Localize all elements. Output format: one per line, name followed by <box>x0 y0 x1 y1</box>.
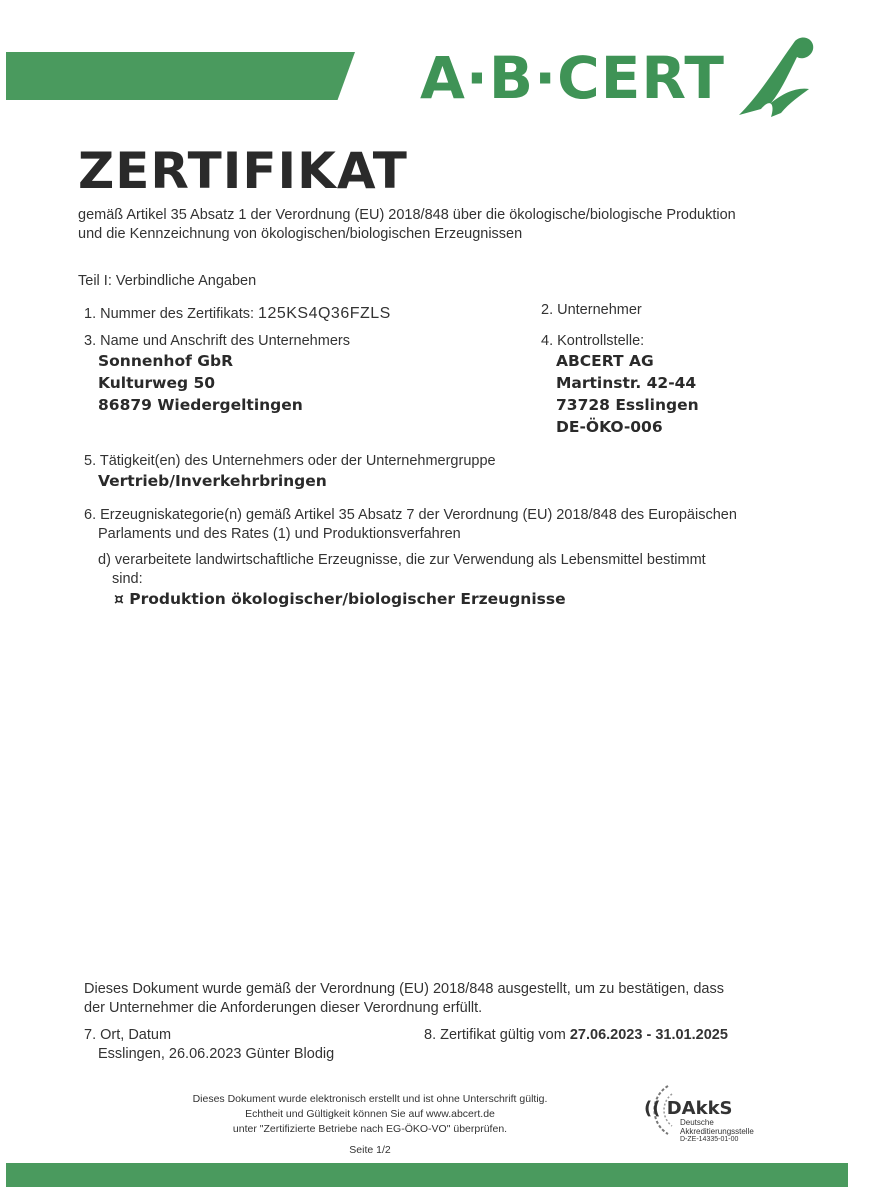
control-body-code: DE-ÖKO-006 <box>556 418 663 436</box>
category-d-value: ¤ Produktion ökologischer/biologischer Erzeugnisse <box>114 590 566 608</box>
dakks-id: D-ZE-14335-01-00 <box>680 1136 739 1143</box>
place-date-label: 7. Ort, Datum <box>84 1027 172 1043</box>
certificate-subtitle: gemäß Artikel 35 Absatz 1 der Verordnung (EU) 2018/848 über die ökologische/biologische Produktion und die Kennzeichnung von ökologischen/biologischen Erzeugnissen <box>78 207 736 242</box>
validity-value: 27.06.2023 - 31.01.2025 <box>569 1027 728 1043</box>
validity-field <box>424 1026 728 1045</box>
category-d-label: d) verarbeitete landwirtschaftliche Erzeugnisse, die zur Verwendung als Lebensmittel bestimmt sind: <box>98 552 706 587</box>
dakks-name: Deutsche Akkreditierungsstelle <box>680 1118 754 1136</box>
abcert-swoosh-icon <box>731 33 823 123</box>
control-body-name: ABCERT AG <box>556 352 654 370</box>
activity-value: Vertrieb/Inverkehrbringen <box>98 472 327 490</box>
certificate-number-field <box>84 304 391 324</box>
logo-text: A·B·CERT <box>420 44 725 112</box>
dakks-accreditation-logo <box>624 1080 774 1150</box>
certificate-title: ZERTIFIKAT <box>78 142 408 200</box>
certificate-number-value: 125KS4Q36FZLS <box>258 305 391 322</box>
control-body-label: 4. Kontrollstelle: <box>541 333 645 349</box>
validity-label: 8. Zertifikat gültig vom <box>424 1027 566 1043</box>
footer-green-band <box>6 1163 848 1187</box>
place-date-value: Esslingen, 26.06.2023 Günter Blodig <box>98 1046 335 1062</box>
operator-name: Sonnenhof GbR <box>98 352 234 370</box>
page-number: Seite 1/2 <box>349 1144 391 1156</box>
product-category-label: 6. Erzeugniskategorie(n) gemäß Artikel 35 Absatz 7 der Verordnung (EU) 2018/848 des Europäischen Parlaments und des Rates (1) und Produktionsverfahren <box>84 507 737 542</box>
control-body-city: 73728 Esslingen <box>556 396 699 414</box>
activity-label: 5. Tätigkeit(en) des Unternehmers oder der Unternehmergruppe <box>84 453 496 469</box>
footer-note: Dieses Dokument wurde elektronisch erstellt und ist ohne Unterschrift gültig. Echtheit und Gültigkeit können Sie auf www.abcert.de unter "Zertifizierte Betriebe nach EG-ÖKO-VO" überprüfen. Seite 1/2 <box>170 1092 570 1158</box>
control-body-street: Martinstr. 42-44 <box>556 374 697 392</box>
header-green-band <box>6 52 355 100</box>
part-label: Teil I: Verbindliche Angaben <box>78 273 257 289</box>
operator-label: 2. Unternehmer <box>541 302 642 318</box>
dakks-mark: (( DAkkS <box>644 1098 733 1119</box>
operator-city: 86879 Wiedergeltingen <box>98 396 303 414</box>
abcert-logo <box>420 38 823 118</box>
certificate-number-label: 1. Nummer des Zertifikats: <box>84 306 255 322</box>
operator-street: Kulturweg 50 <box>98 374 216 392</box>
operator-address-label: 3. Name und Anschrift des Unternehmers <box>84 333 350 349</box>
conformity-statement: Dieses Dokument wurde gemäß der Verordnung (EU) 2018/848 ausgestellt, um zu bestätigen, dass der Unternehmer die Anforderungen dieser Verordnung erfüllt. <box>84 981 724 1016</box>
